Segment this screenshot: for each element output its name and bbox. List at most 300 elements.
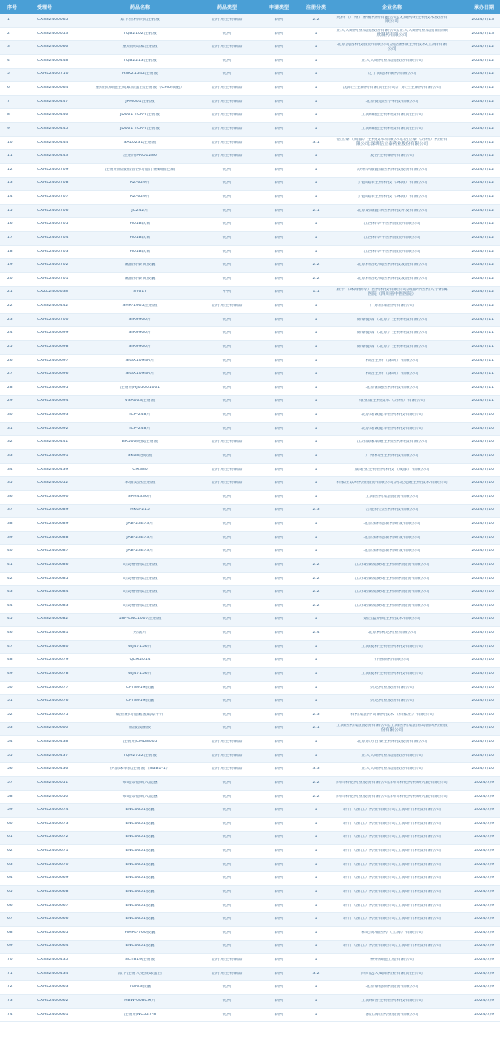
- acceptance-no-cell: CXSS2400439: [37, 467, 69, 472]
- acceptance-no-cell: CXSS2400447: [37, 99, 69, 104]
- application-type-cell: 新药: [274, 862, 284, 867]
- acceptance-no-cell: CXHL2400709: [37, 167, 69, 172]
- acceptance-no-cell: CXHL2400662: [37, 998, 69, 1003]
- drug-type-cell: 化药: [222, 344, 232, 349]
- registration-class-cell: 1: [314, 399, 318, 404]
- application-type-cell: 新药: [274, 644, 284, 649]
- registration-class-cell: 2.1: [312, 208, 320, 213]
- drug-type-cell: 化药: [222, 331, 232, 336]
- acceptance-no-cell: CXSS2400053: [37, 31, 69, 36]
- acceptance-no-cell: CXHL2400685: [37, 576, 69, 581]
- acceptance-no-cell: CXHL2400665: [37, 930, 69, 935]
- drug-name-cell: 重组胰岛素注射液: [122, 45, 158, 50]
- drug-type-cell: 化药: [222, 72, 232, 77]
- application-type-cell: 新药: [274, 494, 284, 499]
- registration-class-cell: 1: [314, 113, 318, 118]
- row-index-cell: 74: [7, 1012, 13, 1017]
- row-index-cell: 23: [7, 317, 13, 322]
- acceptance-no-cell: CXHL2400692: [37, 426, 69, 431]
- acceptance-no-cell: CXHL2400697: [37, 358, 69, 363]
- table-row: [0, 668, 500, 682]
- table-row: [0, 777, 500, 791]
- accept-date-cell: 2024/7/13: [471, 31, 494, 36]
- drug-name-cell: SCT819注射液: [124, 958, 156, 963]
- accept-date-cell: 2024/7/12: [471, 235, 494, 240]
- accept-date-cell: 2024/7/12: [471, 290, 494, 295]
- drug-type-cell: 治疗用生物制品: [211, 740, 243, 745]
- registration-class-cell: 1: [314, 453, 318, 458]
- drug-name-cell: SY617: [133, 290, 147, 295]
- drug-name-cell: JAB-23E73片: [126, 522, 154, 527]
- accept-date-cell: 2024/7/10: [471, 631, 494, 636]
- registration-class-cell: 1: [314, 331, 318, 336]
- table-row: [0, 205, 500, 219]
- header-cell: 申请类型: [268, 4, 289, 11]
- accept-date-cell: 2024/7/9: [474, 1012, 494, 1017]
- drug-name-cell: JAB-23E73片: [126, 535, 154, 540]
- acceptance-no-cell: CXHL2400674: [37, 808, 69, 813]
- company-name-cell: 合肥特合医药科技有限公司: [365, 508, 419, 513]
- acceptance-no-cell: CXHL2400708: [37, 181, 69, 186]
- company-name-cell: 北京加科思新药研发有限公司: [363, 535, 421, 540]
- company-name-cell: 北京循通医药科技有限公司: [365, 385, 419, 390]
- company-name-cell: 神州细胞工程有限公司: [370, 958, 414, 963]
- application-type-cell: 新药: [274, 331, 284, 336]
- registration-class-cell: 1: [314, 317, 318, 322]
- application-type-cell: 新药: [274, 140, 284, 145]
- application-type-cell: 新药: [274, 222, 284, 227]
- drug-type-cell: 化药: [222, 930, 232, 935]
- accept-date-cell: 2024/7/10: [471, 712, 494, 717]
- row-index-cell: 57: [7, 780, 13, 785]
- accept-date-cell: 2024/7/13: [471, 17, 494, 22]
- company-name-cell: 北京加科思新药研发有限公司: [363, 522, 421, 527]
- application-type-cell: 新药: [274, 985, 284, 990]
- drug-name-cell: ENC0651胶囊: [125, 849, 155, 854]
- company-name-cell: 江苏诺泰澳赛诺生物制药股份有限公司: [354, 562, 430, 567]
- row-index-cell: 68: [7, 930, 13, 935]
- table-row: [0, 259, 500, 273]
- accept-date-cell: 2024/7/10: [471, 440, 494, 445]
- drug-name-cell: 氟酸特泰黄胶囊: [124, 276, 156, 281]
- table-row: [0, 287, 500, 301]
- company-name-cell: 轩竹（浙江）药业有限公司;上海轩竹科技有限公司: [342, 917, 442, 922]
- acceptance-no-cell: CXSS2400064: [37, 86, 69, 91]
- accept-date-cell: 2024/7/11: [471, 372, 494, 377]
- table-row: [0, 654, 500, 668]
- acceptance-no-cell: CXSS2400441: [37, 440, 69, 445]
- table-row: [0, 477, 500, 491]
- drug-type-cell: 化药: [222, 658, 232, 663]
- application-type-cell: 新药: [274, 508, 284, 513]
- acceptance-no-cell: CXSS2400066: [37, 45, 69, 50]
- application-type-cell: 新药: [274, 944, 284, 949]
- company-name-cell: 轩竹（浙江）药业有限公司;上海轩竹科技有限公司: [342, 876, 442, 881]
- row-index-cell: 56: [7, 767, 13, 772]
- drug-name-cell: ENC0651胶囊: [125, 917, 155, 922]
- accept-date-cell: 2024/7/10: [471, 535, 494, 540]
- application-type-cell: 新药: [274, 440, 284, 445]
- application-type-cell: 新药: [274, 113, 284, 118]
- row-index-cell: 31: [7, 426, 13, 431]
- drug-type-cell: 治疗用生物制品: [211, 17, 243, 22]
- table-row: [0, 832, 500, 846]
- company-name-cell: 江西科华平医药股份有限公司: [363, 222, 421, 227]
- row-index-cell: 42: [7, 576, 13, 581]
- registration-class-cell: 1: [314, 222, 318, 227]
- drug-name-cell: TQB2102注射液: [123, 31, 157, 36]
- drug-type-cell: 化药: [222, 726, 232, 731]
- accept-date-cell: 2024/7/12: [471, 304, 494, 309]
- table-row: [0, 559, 500, 573]
- accept-date-cell: 2024/7/12: [471, 126, 494, 131]
- registration-class-cell: 2.4: [312, 631, 320, 636]
- company-name-cell: 宁德瑞泽生物科技（珠海）有限公司: [356, 195, 428, 200]
- row-index-cell: 53: [7, 726, 13, 731]
- registration-class-cell: 1: [314, 917, 318, 922]
- acceptance-no-cell: CXHL2400699: [37, 331, 69, 336]
- row-index-cell: 66: [7, 903, 13, 908]
- accept-date-cell: 2024/7/9: [474, 985, 494, 990]
- drug-name-cell: 布地奈德吸入混悬: [122, 794, 158, 799]
- row-index-cell: 39: [7, 535, 13, 540]
- application-type-cell: 新药: [274, 726, 284, 731]
- acceptance-no-cell: CXSS2400443: [37, 154, 69, 159]
- drug-name-cell: 布地奈德吸入混悬: [122, 780, 158, 785]
- acceptance-no-cell: CXHL2400706: [37, 208, 69, 213]
- drug-type-cell: 化药: [222, 385, 232, 390]
- registration-class-cell: 1: [314, 86, 318, 91]
- accept-date-cell: 2024/7/10: [471, 453, 494, 458]
- company-name-cell: 轩竹（浙江）药业有限公司;上海轩竹科技有限公司: [342, 862, 442, 867]
- drug-type-cell: 化药: [222, 535, 232, 540]
- application-type-cell: 新药: [274, 195, 284, 200]
- registration-class-cell: 1: [314, 344, 318, 349]
- registration-class-cell: 2.2: [312, 794, 320, 799]
- table-row: [0, 709, 500, 723]
- application-type-cell: 新药: [274, 522, 284, 527]
- drug-type-cell: 化药: [222, 617, 232, 622]
- row-index-cell: 21: [7, 290, 13, 295]
- drug-type-cell: 化药: [222, 358, 232, 363]
- acceptance-no-cell: CXHL2400688: [37, 535, 69, 540]
- registration-class-cell: 1: [314, 753, 318, 758]
- row-index-cell: 4: [7, 58, 10, 63]
- acceptance-no-cell: CXHL2400663: [37, 985, 69, 990]
- application-type-cell: 新药: [274, 372, 284, 377]
- registration-class-cell: 2.2: [312, 562, 320, 567]
- table-row: [0, 913, 500, 927]
- drug-type-cell: 化药: [222, 249, 232, 254]
- application-type-cell: 新药: [274, 344, 284, 349]
- drug-type-cell: 化药: [222, 426, 232, 431]
- drug-name-cell: JAB-23E73片: [126, 549, 154, 554]
- registration-class-cell: 3.1: [312, 140, 320, 145]
- table-row: [0, 327, 500, 341]
- acceptance-no-cell: CXSS2400448: [37, 58, 69, 63]
- acceptance-no-cell: CXSS2400682: [37, 617, 69, 622]
- table-row: [0, 341, 500, 355]
- table-row: [0, 627, 500, 641]
- accept-date-cell: 2024/7/10: [471, 522, 494, 527]
- accept-date-cell: 2024/7/12: [471, 276, 494, 281]
- table-row: [0, 682, 500, 696]
- drug-name-cell: 派下注射人免疫球蛋白: [118, 971, 162, 976]
- table-row: [0, 41, 500, 55]
- company-name-cell: 宁德瑞泽生物科技（珠海）有限公司: [356, 181, 428, 186]
- acceptance-no-cell: CXHL2400675: [37, 712, 69, 717]
- company-name-cell: 锦泰健瑞（北京）生物科技有限公司: [356, 331, 428, 336]
- row-index-cell: 26: [7, 358, 13, 363]
- registration-class-cell: 1: [314, 58, 318, 63]
- accept-date-cell: 2024/7/11: [471, 385, 494, 390]
- registration-class-cell: 1: [314, 958, 318, 963]
- drug-name-cell: TGRI3胶囊: [128, 985, 151, 990]
- accept-date-cell: 2024/7/9: [474, 930, 494, 935]
- company-name-cell: 辽宁海思科制药有限公司: [367, 72, 417, 77]
- application-type-cell: 新药: [274, 603, 284, 608]
- table-row: [0, 423, 500, 437]
- table-row: [0, 150, 500, 164]
- table-row: [0, 723, 500, 737]
- row-index-cell: 65: [7, 889, 13, 894]
- drug-type-cell: 化药: [222, 522, 232, 527]
- row-index-cell: 55: [7, 753, 13, 758]
- drug-name-cell: ENC0651胶囊: [125, 821, 155, 826]
- application-type-cell: 新药: [274, 998, 284, 1003]
- registration-class-cell: 1: [314, 1012, 318, 1017]
- registration-class-cell: 1: [314, 930, 318, 935]
- header-cell: 受理号: [37, 4, 53, 11]
- drug-type-cell: 化药: [222, 998, 232, 1003]
- table-row: [0, 396, 500, 410]
- accept-date-cell: 2024/7/12: [471, 99, 494, 104]
- accept-date-cell: 2024/7/10: [471, 644, 494, 649]
- accept-date-cell: 2024/7/12: [471, 86, 494, 91]
- drug-type-cell: 化药: [222, 699, 232, 704]
- company-name-cell: 轩竹（浙江）药业有限公司;上海轩竹科技有限公司: [342, 849, 442, 854]
- acceptance-no-cell: CXHL2400700: [37, 317, 69, 322]
- drug-name-cell: 注射用CMD8005: [122, 740, 158, 745]
- application-type-cell: 新药: [274, 317, 284, 322]
- drug-name-cell: 司美格鲁肽注射液: [122, 576, 158, 581]
- drug-type-cell: 化药: [222, 794, 232, 799]
- accept-date-cell: 2024/7/9: [474, 889, 494, 894]
- drug-name-cell: 注射用PRO1286: [123, 154, 157, 159]
- drug-type-cell: 化药: [222, 181, 232, 186]
- registration-class-cell: 1: [314, 426, 318, 431]
- registration-class-cell: 1: [314, 808, 318, 813]
- row-index-cell: 44: [7, 603, 13, 608]
- application-type-cell: 新药: [274, 181, 284, 186]
- drug-name-cell: CFT8919胶囊: [125, 699, 155, 704]
- acceptance-no-cell: CXZL2400038: [37, 290, 69, 295]
- application-type-cell: 新药: [274, 576, 284, 581]
- row-index-cell: 63: [7, 862, 13, 867]
- registration-class-cell: 1: [314, 740, 318, 745]
- accept-date-cell: 2024/7/10: [471, 753, 494, 758]
- drug-type-cell: 化药: [222, 413, 232, 418]
- drug-type-cell: 化药: [222, 644, 232, 649]
- table-row: [0, 137, 500, 151]
- company-name-cell: 石药集团中奇制药技术（石家庄）有限公司: [350, 712, 434, 717]
- accept-date-cell: 2024/7/9: [474, 971, 494, 976]
- registration-class-cell: 1: [314, 372, 318, 377]
- registration-class-cell: 1: [314, 304, 318, 309]
- registration-class-cell: 2.2: [312, 17, 320, 22]
- registration-class-cell: 1: [314, 31, 318, 36]
- registration-class-cell: 1: [314, 467, 318, 472]
- table-row: [0, 900, 500, 914]
- registration-class-cell: 1: [314, 821, 318, 826]
- accept-date-cell: 2024/7/9: [474, 835, 494, 840]
- company-name-cell: 苏州华澈健康医药科技股份有限公司: [356, 167, 428, 172]
- drug-type-cell: 化药: [222, 944, 232, 949]
- table-row: [0, 123, 500, 137]
- drug-name-cell: SK08进眼液: [127, 453, 153, 458]
- acceptance-no-cell: CXSS2400435: [37, 958, 69, 963]
- row-index-cell: 50: [7, 685, 13, 690]
- registration-class-cell: 1: [314, 944, 318, 949]
- row-index-cell: 69: [7, 944, 13, 949]
- drug-type-cell: 化药: [222, 235, 232, 240]
- accept-date-cell: 2024/7/10: [471, 685, 494, 690]
- table-row: [0, 69, 500, 83]
- accept-date-cell: 2024/7/10: [471, 426, 494, 431]
- company-name-cell: 锦泰健瑞（北京）生物科技有限公司: [356, 317, 428, 322]
- company-name-cell: 北京柯利达药业有限公司: [367, 631, 417, 636]
- row-index-cell: 18: [7, 249, 13, 254]
- application-type-cell: 新药: [274, 562, 284, 567]
- row-index-cell: 22: [7, 304, 13, 309]
- accept-date-cell: 2024/7/10: [471, 740, 494, 745]
- acceptance-no-cell: CXHL2400705: [37, 222, 69, 227]
- table-row: [0, 518, 500, 532]
- acceptance-no-cell: CXSS2400446: [37, 113, 69, 118]
- row-index-cell: 9: [7, 126, 10, 131]
- acceptance-no-cell: CXHL2400696: [37, 372, 69, 377]
- drug-name-cell: ENC0651胶囊: [125, 808, 155, 813]
- registration-class-cell: 1: [314, 889, 318, 894]
- application-type-cell: 新药: [274, 249, 284, 254]
- drug-name-cell: 18F-LNC1007注射液: [118, 617, 162, 622]
- company-name-cell: 正大天晴药业集团股份有限公司: [361, 767, 423, 772]
- accept-date-cell: 2024/7/10: [471, 603, 494, 608]
- drug-name-cell: 司美格鲁肽注射液: [122, 562, 158, 567]
- drug-type-cell: 治疗用生物制品: [211, 99, 243, 104]
- company-name-cell: 四川科伦药业股份有限公司;四川科伦药物研究院有限公司: [336, 780, 448, 785]
- company-name-cell: 北京诺诚健华医药科技有限公司: [361, 413, 423, 418]
- accept-date-cell: 2024/7/12: [471, 113, 494, 118]
- drug-name-cell: SPH4336片: [127, 494, 153, 499]
- accept-date-cell: 2024/7/12: [471, 249, 494, 254]
- table-row: [0, 355, 500, 369]
- accept-date-cell: 2024/7/12: [471, 263, 494, 268]
- drug-type-cell: 化药: [222, 808, 232, 813]
- application-type-cell: 新药: [274, 426, 284, 431]
- drug-type-cell: 化药: [222, 876, 232, 881]
- table-row: [0, 491, 500, 505]
- row-index-cell: 10: [7, 140, 13, 145]
- accept-date-cell: 2024/7/12: [471, 45, 494, 50]
- company-name-cell: 信立泰（成都）生物技术有限公司;信立泰（苏州）药业有限公司;深圳信立泰药业股份有限公司: [336, 138, 448, 147]
- acceptance-no-cell: CXHL2400679: [37, 658, 69, 663]
- row-index-cell: 73: [7, 998, 13, 1003]
- application-type-cell: 新药: [274, 208, 284, 213]
- drug-name-cell: SIGX1094R片: [125, 358, 155, 363]
- acceptance-no-cell: CXHL2400672: [37, 835, 69, 840]
- drug-name-cell: 注射用NC527-8: [123, 1012, 157, 1017]
- registration-class-cell: 1: [314, 998, 318, 1003]
- registration-class-cell: 1: [314, 644, 318, 649]
- accept-date-cell: 2024/7/11: [471, 317, 494, 322]
- drug-name-cell: 苯胺美洛注射液: [124, 481, 156, 486]
- drug-name-cell: 紫卡拉利单抗注射液: [120, 17, 160, 22]
- table-body: [0, 14, 500, 1022]
- row-index-cell: 32: [7, 440, 13, 445]
- table-row: [0, 981, 500, 995]
- drug-type-cell: 治疗用生物制品: [211, 113, 243, 118]
- acceptance-no-cell: CXHL2400693: [37, 413, 69, 418]
- acceptance-no-cell: CXSS2400051: [37, 780, 69, 785]
- drug-type-cell: 化药: [222, 835, 232, 840]
- registration-class-cell: 1: [314, 494, 318, 499]
- acceptance-no-cell: CXHL2400667: [37, 903, 69, 908]
- table-row: [0, 55, 500, 69]
- acceptance-no-cell: CXSS2400600: [37, 726, 69, 731]
- drug-name-cell: SIR9900片: [128, 344, 152, 349]
- accept-date-cell: 2024/7/11: [471, 358, 494, 363]
- registration-class-cell: 2.3: [312, 508, 320, 513]
- application-type-cell: 新药: [274, 290, 284, 295]
- company-name-cell: 北京科信必成医药科技发展有限公司: [356, 263, 428, 268]
- acceptance-no-cell: CXHL2400691: [37, 453, 69, 458]
- row-index-cell: 28: [7, 385, 13, 390]
- company-name-cell: 正大天晴药业集团股份有限公司: [361, 58, 423, 63]
- registration-class-cell: 2.2: [312, 263, 320, 268]
- drug-type-cell: 化药: [222, 849, 232, 854]
- row-index-cell: 45: [7, 617, 13, 622]
- table-row: [0, 545, 500, 559]
- registration-class-cell: 1: [314, 522, 318, 527]
- accept-date-cell: 2024/7/12: [471, 140, 494, 145]
- acceptance-no-cell: CXHL2400695: [37, 385, 69, 390]
- accept-date-cell: 2024/7/10: [471, 508, 494, 513]
- drug-name-cell: H01B软膏: [129, 235, 151, 240]
- drug-name-cell: 司美格鲁肽注射液: [122, 590, 158, 595]
- table-row: [0, 927, 500, 941]
- table-row: [0, 695, 500, 709]
- row-index-cell: 2: [7, 31, 10, 36]
- application-type-cell: 新药: [274, 17, 284, 22]
- drug-name-cell: JC242片: [131, 208, 149, 213]
- drug-name-cell: CM380: [132, 467, 148, 472]
- drug-type-cell: 治疗用生物制品: [211, 958, 243, 963]
- registration-class-cell: 1: [314, 72, 318, 77]
- registration-class-cell: 1: [314, 413, 318, 418]
- drug-name-cell: SHR-1905注射液: [122, 304, 158, 309]
- company-name-cell: 北京加科思新药研发有限公司: [363, 549, 421, 554]
- drug-name-cell: ENC0651胶囊: [125, 862, 155, 867]
- registration-class-cell: 1: [314, 481, 318, 486]
- drug-type-cell: 化药: [222, 903, 232, 908]
- drug-type-cell: 治疗用生物制品: [211, 86, 243, 91]
- application-type-cell: 新药: [274, 780, 284, 785]
- application-type-cell: 新药: [274, 794, 284, 799]
- company-name-cell: 康诺亚生物医药科技（成都）有限公司: [354, 467, 430, 472]
- row-index-cell: 30: [7, 413, 13, 418]
- registration-class-cell: 2.2: [312, 603, 320, 608]
